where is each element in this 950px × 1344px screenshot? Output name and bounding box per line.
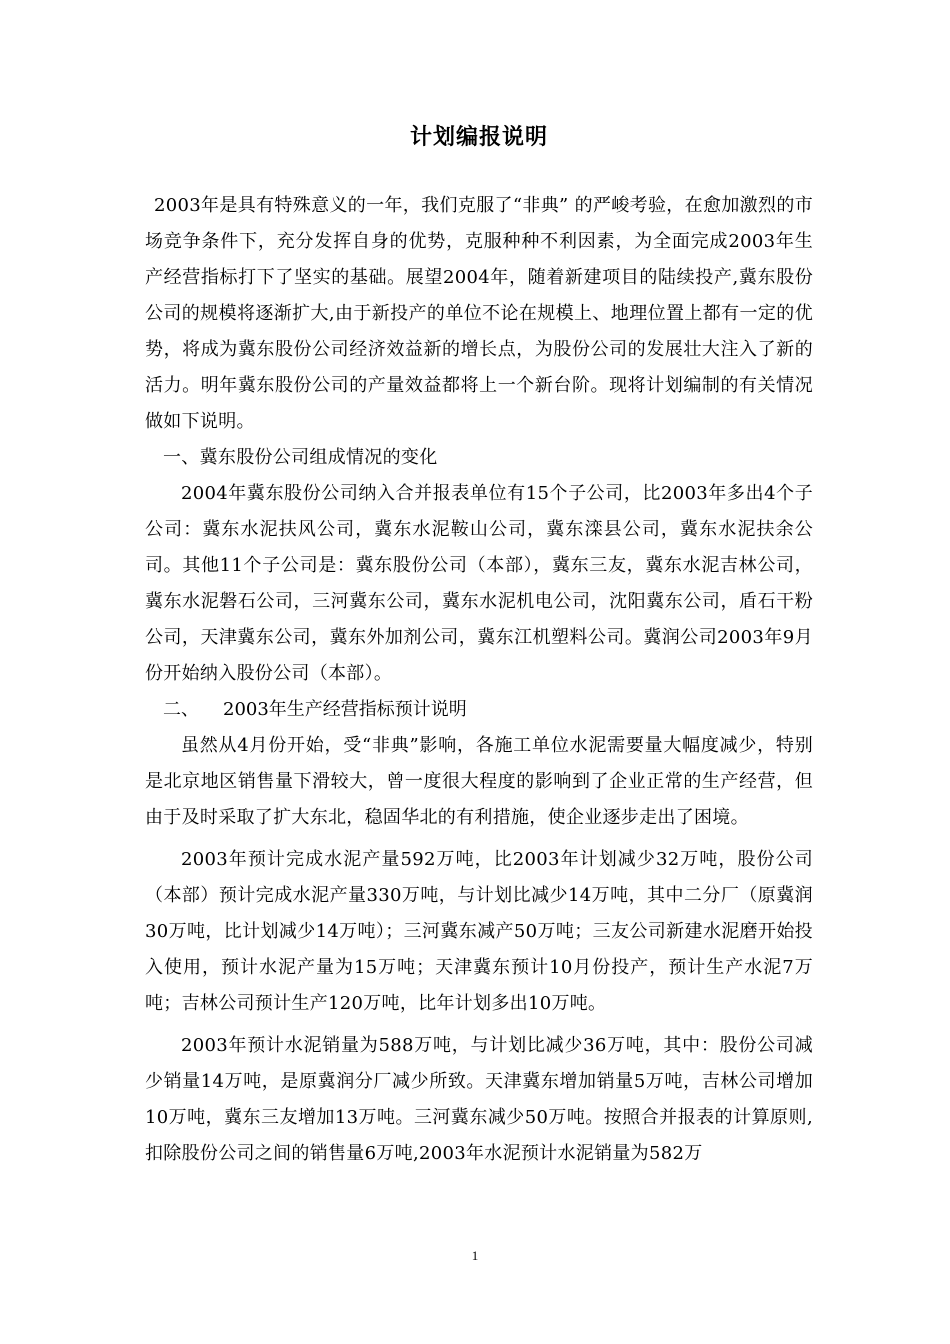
section2-title: 2003年生产经营指标预计说明 xyxy=(223,699,467,720)
page-number: 1 xyxy=(471,1248,479,1263)
document-title: 计划编报说明 xyxy=(409,124,548,150)
section2-paragraph-2: 2003年预计完成水泥产量592万吨，比2003年计划减少32万吨，股份公司（本部）预计完成水泥产量330万吨，与计划比减少14万吨，其中二分厂（原冀润30万吨，比计划减少14万吨）；三河冀东减产50万吨；三友公司新建水泥磨开始投入使用，预计水泥产量为15万吨；天津冀东预计10月份投产，预计生产水泥7万吨；吉林公司预计生产120万吨，比年计划多出10万吨。 xyxy=(145,849,813,1014)
intro-paragraph: 2003年是具有特殊意义的一年，我们克服了“非典” 的严峻考验，在愈加激烈的市场竞争条件下，充分发挥自身的优势，克服种种不利因素，为全面完成2003年生产经营指标打下了坚实的基础。展望2004年，随着新建项目的陆续投产,冀东股份公司的规模将逐渐扩大,由于新投产的单位不论在规模上、地理位置上都有一定的优势，将成为冀东股份公司经济效益新的增长点，为股份公司的发展壮大注入了新的活力。明年冀东股份公司的产量效益都将上一个新台阶。现将计划编制的有关情况做如下说明。 xyxy=(145,195,813,432)
section1-body: 2004年冀东股份公司纳入合并报表单位有15个子公司，比2003年多出4个子公司：冀东水泥扶风公司，冀东水泥鞍山公司，冀东滦县公司，冀东水泥扶余公司。其他11个子公司是：冀东股份公司（本部），冀东三友，冀东水泥吉林公司，冀东水泥磐石公司，三河冀东公司，冀东水泥机电公司，沈阳冀东公司，盾石干粉公司，天津冀东公司，冀东外加剂公司，冀东江机塑料公司。冀润公司2003年9月份开始纳入股份公司（本部）。 xyxy=(145,483,813,684)
section2-paragraph-3: 2003年预计水泥销量为588万吨，与计划比减少36万吨，其中：股份公司减少销量14万吨，是原冀润分厂减少所致。天津冀东增加销量5万吨，吉林公司增加10万吨，冀东三友增加13万吨。三河冀东减少50万吨。按照合并报表的计算原则,扣除股份公司之间的销售量6万吨,2003年水泥预计水泥销量为582万 xyxy=(145,1035,813,1164)
section2-heading xyxy=(145,692,813,728)
section1-heading: 一、冀东股份公司组成情况的变化 xyxy=(163,447,438,468)
section2-number: 二、 xyxy=(163,699,199,720)
section2-paragraph-1: 虽然从4月份开始，受“非典”影响，各施工单位水泥需要量大幅度减少，特别是北京地区销售量下滑较大，曾一度很大程度的影响到了企业正常的生产经营，但由于及时采取了扩大东北，稳固华北的有利措施，使企业逐步走出了困境。 xyxy=(145,735,813,828)
document-page xyxy=(145,120,813,1172)
